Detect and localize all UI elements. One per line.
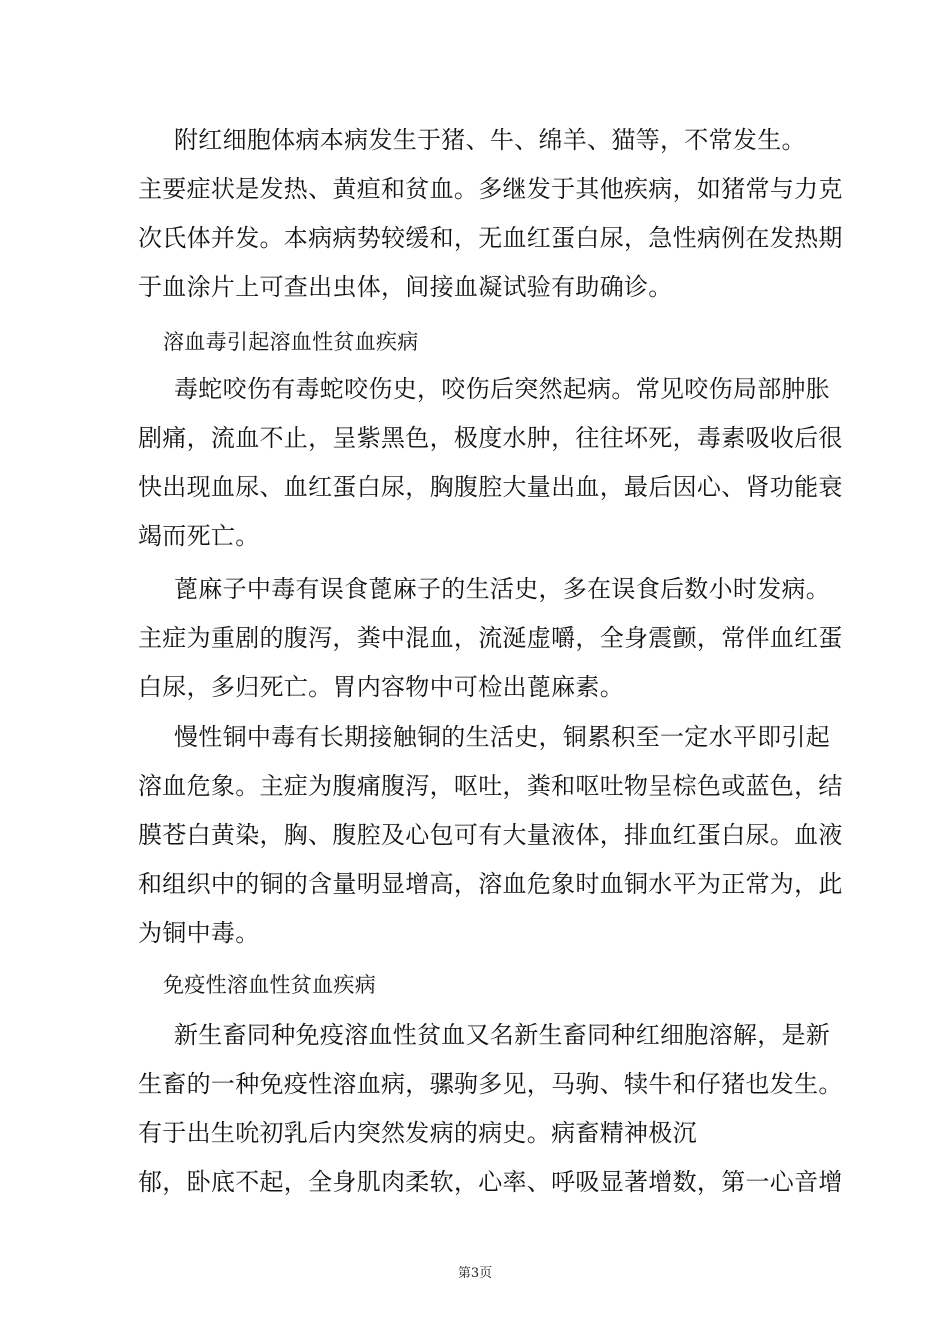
page-number: 第3页 <box>457 1266 493 1281</box>
paragraph-line: 新生畜同种免疫溶血性贫血又名新生畜同种红细胞溶解，是新 <box>174 1021 831 1049</box>
paragraph-line: 郁，卧底不起，全身肌肉柔软，心率、呼吸显著增数，第一心音增 <box>138 1168 843 1196</box>
paragraph-line: 毒蛇咬伤有毒蛇咬伤史，咬伤后突然起病。常见咬伤局部肿胀 <box>174 375 831 403</box>
paragraph-line: 主症为重剧的腹泻，粪中混血，流涎虚嚼，全身震颤，常伴血红蛋 <box>138 624 843 652</box>
paragraph-line: 白尿，多归死亡。胃内容物中可检出蓖麻素。 <box>138 673 624 701</box>
paragraph-line: 快出现血尿、血红蛋白尿，胸腹腔大量出血，最后因心、肾功能衰 <box>138 473 843 501</box>
paragraph-line: 生畜的一种免疫性溶血病，骡驹多见，马驹、犊牛和仔猪也发生。 <box>138 1070 843 1098</box>
section-heading: 免疫性溶血性贫血疾病 <box>163 973 376 997</box>
paragraph-line: 主要症状是发热、黄疸和贫血。多继发于其他疾病，如猪常与力克 <box>138 175 843 203</box>
paragraph-line: 慢性铜中毒有长期接触铜的生活史，铜累积至一定水平即引起 <box>174 723 831 751</box>
paragraph-line: 溶血危象。主症为腹痛腹泻，呕吐，粪和呕吐物呈棕色或蓝色，结 <box>138 772 843 800</box>
paragraph-line: 附红细胞体病本病发生于猪、牛、绵羊、猫等，不常发生。 <box>174 126 806 154</box>
paragraph-line: 竭而死亡。 <box>138 522 260 550</box>
paragraph-line: 蓖麻子中毒有误食蓖麻子的生活史，多在误食后数小时发病。 <box>174 575 831 603</box>
paragraph-line: 于血涂片上可查出虫体，间接血凝试验有助确诊。 <box>138 273 673 301</box>
paragraph-line: 次氏体并发。本病病势较缓和，无血红蛋白尿，急性病例在发热期 <box>138 224 843 252</box>
paragraph-line: 膜苍白黄染，胸、腹腔及心包可有大量液体，排血红蛋白尿。血液 <box>138 821 843 849</box>
paragraph-line: 和组织中的铜的含量明显增高，溶血危象时血铜水平为正常为，此 <box>138 870 843 898</box>
paragraph-line: 有于出生吮初乳后内突然发病的病史。病畜精神极沉 <box>138 1119 697 1147</box>
paragraph-line: 剧痛，流血不止，呈紫黑色，极度水肿，往往坏死，毒素吸收后很 <box>138 424 843 452</box>
paragraph-line: 为铜中毒。 <box>138 919 260 947</box>
section-heading: 溶血毒引起溶血性贫血疾病 <box>163 330 419 354</box>
